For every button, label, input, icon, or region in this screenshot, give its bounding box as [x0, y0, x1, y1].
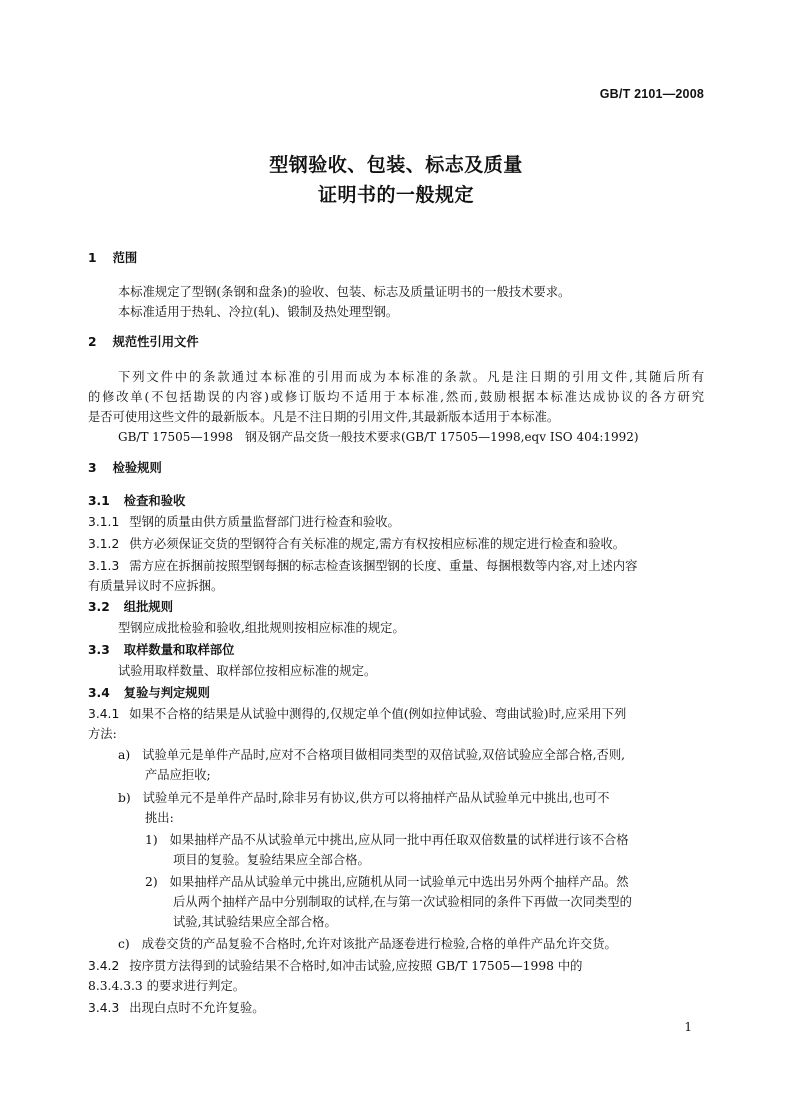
- subsection-3-3-heading: [88, 640, 234, 660]
- clause-text: 需方应在拆捆前按照型钢每捆的标志检查该捆型钢的长度、重量、每捆根数等内容,对上述内容: [129, 559, 638, 573]
- subsection-3-4-heading: [88, 683, 210, 703]
- normative-reference: GB/T 17505—1998 钢及钢产品交货一般技术要求(GB/T 17505—1998,eqv ISO 404:1992): [118, 430, 639, 444]
- subsection-number: 3.2: [88, 600, 110, 614]
- list-label: 2): [145, 875, 158, 889]
- list-text: 如果抽样产品从试验单元中挑出,应随机从同一试验单元中选出另外两个抽样产品。然: [169, 875, 629, 889]
- document-title-line2: 证明书的一般规定: [317, 184, 474, 206]
- page-number: 1: [684, 1020, 692, 1034]
- subsection-3-1-heading: [88, 491, 185, 511]
- list-label: b): [118, 791, 131, 805]
- clause-number: 3.1.3: [88, 559, 120, 573]
- list-text-continued: 挑出:: [145, 811, 174, 825]
- section-number: 2: [88, 335, 97, 349]
- clause-text-continued: 方法:: [88, 727, 117, 741]
- subsection-number: 3.3: [88, 643, 110, 657]
- list-label: 1): [145, 833, 158, 847]
- clause-3-1-2: [88, 534, 625, 554]
- clause-text-continued: 有质量异议时不应拆捆。: [88, 579, 224, 593]
- paragraph-line: 试验用取样数量、取样部位按相应标准的规定。: [118, 664, 377, 678]
- list-item-b: [118, 788, 609, 808]
- sublist-item-1: [145, 830, 629, 850]
- section-number: 1: [88, 251, 97, 265]
- section-title: 范围: [112, 251, 138, 265]
- list-item-c: [118, 934, 617, 954]
- clause-number: 3.4.3: [88, 1001, 120, 1015]
- list-label: c): [118, 937, 130, 951]
- subsection-title: 取样数量和取样部位: [123, 643, 235, 657]
- clause-3-4-1: [88, 704, 626, 724]
- list-text-continued: 后从两个抽样产品中分别制取的试样,在与第一次试验相同的条件下再做一次同类型的: [173, 895, 632, 909]
- subsection-title: 复验与判定规则: [123, 686, 210, 700]
- sublist-item-2: [145, 872, 629, 892]
- subsection-3-2-heading: [88, 597, 173, 617]
- paragraph-line: 本标准规定了型钢(条钢和盘条)的验收、包装、标志及质量证明书的一般技术要求。: [118, 285, 571, 299]
- clause-3-4-2: [88, 956, 704, 976]
- clause-text: 供方必须保证交货的型钢符合有关标准的规定,需方有权按相应标准的规定进行检查和验收。: [129, 537, 626, 551]
- clause-text-continued: 8.3.4.3.3 的要求进行判定。: [88, 979, 246, 993]
- list-label: a): [118, 748, 131, 762]
- clause-3-4-3: [88, 998, 265, 1018]
- clause-number: 3.4.1: [88, 707, 120, 721]
- clause-number: 3.4.2: [88, 959, 120, 973]
- list-text-continued: 试验,其试验结果应全部合格。: [173, 915, 337, 929]
- clause-text: 出现白点时不允许复验。: [129, 1001, 265, 1015]
- document-title-line1: 型钢验收、包装、标志及质量: [269, 154, 523, 176]
- list-text: 试验单元不是单件产品时,除非另有协议,供方可以将抽样产品从试验单元中挑出,也可不: [142, 791, 610, 805]
- clause-text: 型钢的质量由供方质量监督部门进行检查和验收。: [129, 515, 400, 529]
- paragraph-line: 本标准适用于热轧、冷拉(轧)、锻制及热处理型钢。: [118, 305, 399, 319]
- section-title: 检验规则: [112, 461, 162, 475]
- clause-number: 3.1.2: [88, 537, 120, 551]
- paragraph-line: 型钢应成批检验和验收,组批规则按相应标准的规定。: [118, 621, 405, 635]
- clause-text: 如果不合格的结果是从试验中测得的,仅规定单个值(例如拉伸试验、弯曲试验)时,应采用下列: [129, 707, 627, 721]
- paragraph-line: 下列文件中的条款通过本标准的引用而成为本标准的条款。凡是注日期的引用文件,其随后所有: [118, 370, 704, 384]
- clause-text: 按序贯方法得到的试验结果不合格时,如冲击试验,应按照 GB/T 17505—1998 中的: [129, 959, 583, 973]
- list-text: 如果抽样产品不从试验单元中挑出,应从同一批中再任取双倍数量的试样进行该不合格: [169, 833, 629, 847]
- standard-code: GB/T 2101—2008: [599, 87, 704, 101]
- section-number: 3: [88, 461, 97, 475]
- section-1-heading: [88, 248, 137, 268]
- clause-number: 3.1.1: [88, 515, 120, 529]
- list-text-continued: 产品应拒收;: [145, 768, 211, 782]
- subsection-number: 3.4: [88, 686, 110, 700]
- section-3-heading: [88, 458, 162, 478]
- paragraph-line: 是否可使用这些文件的最新版本。凡是不注日期的引用文件,其最新版本适用于本标准。: [88, 410, 560, 424]
- subsection-number: 3.1: [88, 494, 110, 508]
- section-2-heading: [88, 332, 199, 352]
- list-item-a: [118, 745, 625, 765]
- list-text: 试验单元是单件产品时,应对不合格项目做相同类型的双倍试验,双倍试验应全部合格,否则,: [142, 748, 626, 762]
- paragraph-line: 的修改单(不包括勘误的内容)或修订版均不适用于本标准,然而,鼓励根据本标准达成协议的各方研究: [88, 390, 704, 404]
- subsection-title: 组批规则: [123, 600, 173, 614]
- list-text: 成卷交货的产品复验不合格时,允许对该批产品逐卷进行检验,合格的单件产品允许交货。: [141, 937, 617, 951]
- subsection-title: 检查和验收: [123, 494, 186, 508]
- clause-3-1-3: [88, 556, 704, 576]
- list-text-continued: 项目的复验。复验结果应全部合格。: [173, 853, 370, 867]
- section-title: 规范性引用文件: [112, 335, 199, 349]
- clause-3-1-1: [88, 512, 400, 532]
